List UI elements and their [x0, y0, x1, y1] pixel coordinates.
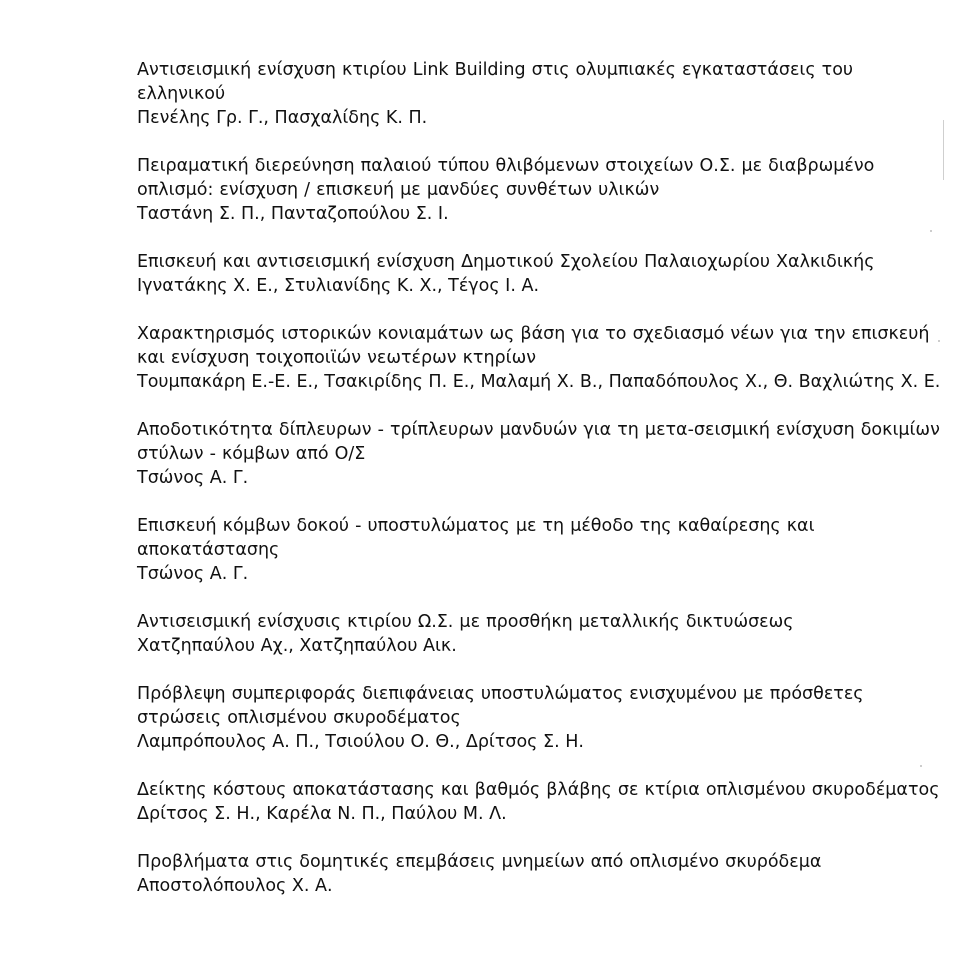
publication-authors: Τσώνος Α. Γ. [137, 468, 249, 488]
publication-title: Επισκευή κόμβων δοκού - υποστυλώματος με τη μέθοδο της καθαίρεσης και αποκατάστασης [137, 516, 815, 560]
publication-title: Επισκευή και αντισεισμική ενίσχυση Δημοτικού Σχολείου Παλαιοχωρίου Χαλκιδικής [137, 252, 875, 272]
publication-title: Αντισεισμική ενίσχυση κτιρίου Link Building στις ολυμπιακές εγκαταστάσεις του ελληνικού [137, 60, 854, 104]
publication-title: Προβλήματα στις δομητικές επεμβάσεις μνημείων από οπλισμένο σκυρόδεμα [137, 852, 822, 872]
publication-entry [137, 682, 942, 754]
scan-edge-mark [943, 120, 944, 180]
publication-authors: Τουμπακάρη Ε.-Ε. Ε., Τσακιρίδης Π. Ε., Μαλαμή Χ. Β., Παπαδόπουλος Χ., Θ. Βαχλιώτης Χ. Ε. [137, 372, 941, 392]
publication-entry [137, 322, 942, 394]
publication-title: Χαρακτηρισμός ιστορικών κονιαμάτων ως βάση για το σχεδιασμό νέων για την επισκευή και ενίσχυση τοιχοποιϊών νεωτέρων κτηρίων [137, 324, 930, 368]
publication-entry [137, 850, 942, 898]
publication-title: Αποδοτικότητα δίπλευρων - τρίπλευρων μανδυών για τη μετα-σεισμική ενίσχυση δοκιμίων στύλων - κόμβων από Ο/Σ [137, 420, 940, 464]
publication-authors: Τσώνος Α. Γ. [137, 564, 249, 584]
publication-title: Πρόβλεψη συμπεριφοράς διεπιφάνειας υποστυλώματος ενισχυμένου με πρόσθετες στρώσεις οπλισμένου σκυροδέματος [137, 684, 864, 728]
publication-title: Αντισεισμική ενίσχυσις κτιρίου Ω.Σ. με προσθήκη μεταλλικής δικτυώσεως [137, 612, 794, 632]
publication-title: Δείκτης κόστους αποκατάστασης και βαθμός βλάβης σε κτίρια οπλισμένου σκυροδέματος [137, 780, 940, 800]
publication-authors: Ταστάνη Σ. Π., Πανταζοπούλου Σ. Ι. [137, 204, 449, 224]
publication-list [137, 58, 942, 922]
publication-entry [137, 418, 942, 490]
publication-authors: Αποστολόπουλος Χ. Α. [137, 876, 333, 896]
publication-entry [137, 154, 942, 226]
publication-title: Πειραματική διερεύνηση παλαιού τύπου θλιβόμενων στοιχείων Ο.Σ. με διαβρωμένο οπλισμό: ενίσχυση / επισκευή με μανδύες συνθέτων υλικών [137, 156, 875, 200]
publication-entry [137, 514, 942, 586]
publication-authors: Λαμπρόπουλος Α. Π., Τσιούλου Ο. Θ., Δρίτσος Σ. Η. [137, 732, 584, 752]
publication-entry [137, 610, 942, 658]
publication-authors: Πενέλης Γρ. Γ., Πασχαλίδης Κ. Π. [137, 108, 428, 128]
publication-entry [137, 58, 942, 130]
publication-authors: Ιγνατάκης Χ. Ε., Στυλιανίδης Κ. Χ., Τέγος Ι. Α. [137, 276, 540, 296]
publication-authors: Χατζηπαύλου Αχ., Χατζηπαύλου Αικ. [137, 636, 457, 656]
publication-entry [137, 778, 942, 826]
publication-entry [137, 250, 942, 298]
publication-authors: Δρίτσος Σ. Η., Καρέλα Ν. Π., Παύλου Μ. Λ. [137, 804, 507, 824]
